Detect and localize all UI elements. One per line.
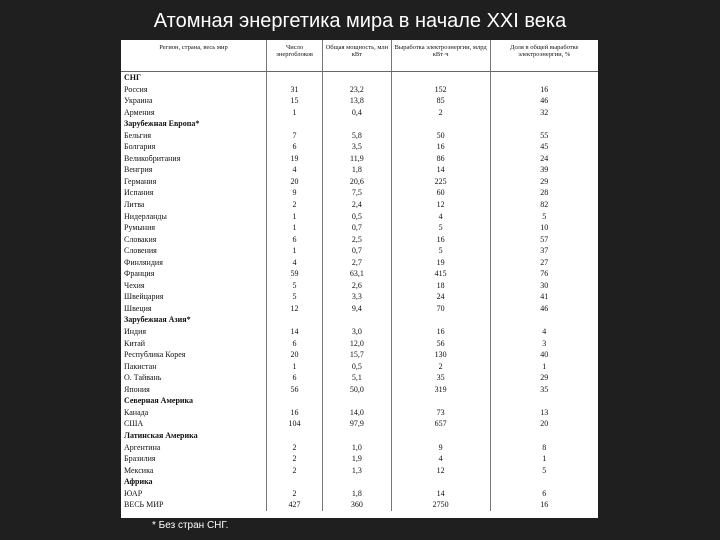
capacity-cell: 0,4 (323, 107, 392, 119)
table-row (121, 361, 598, 373)
table-row (121, 199, 598, 211)
capacity-cell: 2,6 (323, 280, 392, 292)
units-cell (267, 430, 323, 442)
capacity-cell: 3,5 (323, 141, 392, 153)
country-name: Швейцария (124, 292, 164, 302)
generation-cell: 14 (391, 488, 490, 500)
units-cell: 20 (267, 349, 323, 361)
share-cell: 1 (490, 453, 598, 465)
units-cell: 9 (267, 187, 323, 199)
generation-cell: 70 (391, 303, 490, 315)
capacity-cell (323, 395, 392, 407)
table-row (121, 234, 598, 246)
country-name: Финляндия (124, 257, 163, 267)
capacity-cell: 1,0 (323, 442, 392, 454)
table-row (121, 130, 598, 142)
share-cell (490, 476, 598, 488)
header-region: Регион, страна, весь мир (121, 40, 267, 72)
generation-cell: 152 (391, 84, 490, 96)
table-row (121, 384, 598, 396)
capacity-cell: 50,0 (323, 384, 392, 396)
country-name: ВЕСЬ МИР (124, 500, 164, 510)
generation-cell: 50 (391, 130, 490, 142)
country-name: Россия (124, 84, 148, 94)
generation-cell: 130 (391, 349, 490, 361)
units-cell: 104 (267, 418, 323, 430)
table-section-row (121, 72, 598, 84)
country-name: Венгрия (124, 165, 153, 175)
share-cell (490, 118, 598, 130)
capacity-cell (323, 118, 392, 130)
slide-title: Атомная энергетика мира в начале XXI века (153, 10, 567, 32)
capacity-cell: 2,7 (323, 257, 392, 269)
capacity-cell: 0,5 (323, 211, 392, 223)
capacity-cell: 1,8 (323, 164, 392, 176)
capacity-cell: 14,0 (323, 407, 392, 419)
table-header-row (121, 40, 598, 72)
capacity-cell: 3,3 (323, 291, 392, 303)
share-cell: 30 (490, 280, 598, 292)
share-cell: 1 (490, 361, 598, 373)
table-row (121, 222, 598, 234)
generation-cell: 19 (391, 257, 490, 269)
table-body (121, 72, 598, 511)
country-name: Великобритания (124, 153, 181, 163)
section-label: Зарубежная Европа* (124, 119, 200, 129)
table-row (121, 280, 598, 292)
units-cell: 31 (267, 84, 323, 96)
units-cell: 16 (267, 407, 323, 419)
share-cell (490, 72, 598, 84)
share-cell: 10 (490, 222, 598, 234)
share-cell: 37 (490, 245, 598, 257)
country-name: Аргентина (124, 442, 161, 452)
table-section-row (121, 395, 598, 407)
nuclear-energy-table (121, 40, 598, 511)
country-name: Китай (124, 338, 146, 348)
units-cell: 59 (267, 268, 323, 280)
section-label: СНГ (124, 73, 142, 82)
scanned-table (121, 40, 598, 518)
table-row (121, 187, 598, 199)
share-cell: 5 (490, 211, 598, 223)
units-cell: 2 (267, 442, 323, 454)
country-name: Армения (124, 107, 155, 117)
country-name: Республика Корея (124, 350, 186, 360)
generation-cell: 24 (391, 291, 490, 303)
capacity-cell: 1,3 (323, 465, 392, 477)
units-cell: 4 (267, 257, 323, 269)
capacity-cell: 0,7 (323, 222, 392, 234)
generation-cell: 56 (391, 338, 490, 350)
country-name: Испания (124, 188, 154, 198)
capacity-cell: 63,1 (323, 268, 392, 280)
units-cell: 6 (267, 141, 323, 153)
country-name: Нидерланды (124, 211, 167, 221)
units-cell: 7 (267, 130, 323, 142)
table-row (121, 291, 598, 303)
table-row (121, 245, 598, 257)
country-name: Пакистан (124, 361, 157, 371)
generation-cell: 657 (391, 418, 490, 430)
country-name: ЮАР (124, 488, 143, 498)
table-row (121, 407, 598, 419)
units-cell: 427 (267, 499, 323, 511)
units-cell: 5 (267, 280, 323, 292)
header-capacity: Общая мощность, млн кВт (323, 40, 392, 72)
units-cell (267, 395, 323, 407)
table-row (121, 176, 598, 188)
units-cell (267, 476, 323, 488)
header-generation: Выработка электроэнергии, млрд кВт·ч (391, 40, 490, 72)
share-cell: 29 (490, 176, 598, 188)
share-cell (490, 430, 598, 442)
generation-cell (391, 314, 490, 326)
country-name: Мексика (124, 465, 154, 475)
share-cell: 46 (490, 303, 598, 315)
units-cell: 1 (267, 211, 323, 223)
table-row (121, 211, 598, 223)
capacity-cell: 5,1 (323, 372, 392, 384)
capacity-cell: 2,4 (323, 199, 392, 211)
country-name: О. Тайвань (124, 373, 162, 383)
generation-cell: 73 (391, 407, 490, 419)
units-cell (267, 72, 323, 84)
units-cell: 2 (267, 488, 323, 500)
units-cell: 2 (267, 199, 323, 211)
header-units: Число энергоблоков (267, 40, 323, 72)
share-cell (490, 395, 598, 407)
generation-cell: 16 (391, 326, 490, 338)
share-cell: 32 (490, 107, 598, 119)
country-name: США (124, 419, 144, 429)
country-name: Швеция (124, 303, 152, 313)
capacity-cell: 0,5 (323, 361, 392, 373)
country-name: Германия (124, 176, 157, 186)
section-label: Зарубежная Азия* (124, 315, 191, 325)
generation-cell: 5 (391, 222, 490, 234)
capacity-cell: 360 (323, 499, 392, 511)
share-cell: 6 (490, 488, 598, 500)
units-cell: 6 (267, 338, 323, 350)
capacity-cell: 7,5 (323, 187, 392, 199)
table-row (121, 338, 598, 350)
capacity-cell: 97,9 (323, 418, 392, 430)
share-cell: 41 (490, 291, 598, 303)
table-row (121, 141, 598, 153)
table-row (121, 442, 598, 454)
table-row (121, 257, 598, 269)
share-cell: 24 (490, 153, 598, 165)
country-name: Литва (124, 200, 145, 210)
generation-cell: 16 (391, 141, 490, 153)
table-row (121, 349, 598, 361)
units-cell: 14 (267, 326, 323, 338)
generation-cell: 2 (391, 107, 490, 119)
generation-cell (391, 72, 490, 84)
generation-cell (391, 430, 490, 442)
share-cell: 76 (490, 268, 598, 280)
units-cell: 2 (267, 453, 323, 465)
table-section-row (121, 118, 598, 130)
capacity-cell: 11,9 (323, 153, 392, 165)
footnote: * Без стран СНГ. (152, 520, 229, 531)
units-cell: 6 (267, 234, 323, 246)
table-row (121, 453, 598, 465)
country-name: Бразилия (124, 454, 156, 464)
share-cell: 16 (490, 499, 598, 511)
generation-cell: 85 (391, 95, 490, 107)
country-name: Япония (124, 384, 150, 394)
capacity-cell (323, 430, 392, 442)
country-name: Украина (124, 96, 153, 106)
table-row (121, 95, 598, 107)
share-cell: 4 (490, 326, 598, 338)
share-cell: 28 (490, 187, 598, 199)
table-row (121, 418, 598, 430)
generation-cell (391, 118, 490, 130)
header-share: Доля в общей выработке электроэнергии, % (490, 40, 598, 72)
table-row (121, 84, 598, 96)
generation-cell: 12 (391, 465, 490, 477)
share-cell: 8 (490, 442, 598, 454)
capacity-cell (323, 72, 392, 84)
generation-cell: 60 (391, 187, 490, 199)
share-cell: 20 (490, 418, 598, 430)
capacity-cell: 1,8 (323, 488, 392, 500)
table-row (121, 164, 598, 176)
units-cell: 15 (267, 95, 323, 107)
table-row (121, 268, 598, 280)
units-cell: 19 (267, 153, 323, 165)
capacity-cell: 2,5 (323, 234, 392, 246)
section-label: Латинская Америка (124, 430, 198, 440)
capacity-cell: 23,2 (323, 84, 392, 96)
country-name: Чехия (124, 280, 145, 290)
generation-cell: 16 (391, 234, 490, 246)
table-row (121, 303, 598, 315)
share-cell: 27 (490, 257, 598, 269)
capacity-cell: 12,0 (323, 338, 392, 350)
units-cell: 5 (267, 291, 323, 303)
table-row (121, 326, 598, 338)
share-cell: 45 (490, 141, 598, 153)
share-cell: 55 (490, 130, 598, 142)
generation-cell: 35 (391, 372, 490, 384)
share-cell: 35 (490, 384, 598, 396)
table-row (121, 153, 598, 165)
units-cell (267, 314, 323, 326)
share-cell (490, 314, 598, 326)
generation-cell: 86 (391, 153, 490, 165)
country-name: Румыния (124, 223, 156, 233)
country-name: Болгария (124, 142, 156, 152)
generation-cell (391, 395, 490, 407)
generation-cell: 225 (391, 176, 490, 188)
generation-cell: 4 (391, 211, 490, 223)
country-name: Словения (124, 246, 157, 256)
units-cell: 4 (267, 164, 323, 176)
share-cell: 46 (490, 95, 598, 107)
units-cell: 1 (267, 107, 323, 119)
share-cell: 3 (490, 338, 598, 350)
share-cell: 5 (490, 465, 598, 477)
generation-cell: 9 (391, 442, 490, 454)
country-name: Бельгия (124, 130, 152, 140)
generation-cell: 2750 (391, 499, 490, 511)
capacity-cell: 9,4 (323, 303, 392, 315)
capacity-cell: 13,8 (323, 95, 392, 107)
table-row (121, 499, 598, 511)
units-cell: 1 (267, 361, 323, 373)
share-cell: 16 (490, 84, 598, 96)
generation-cell: 5 (391, 245, 490, 257)
share-cell: 40 (490, 349, 598, 361)
section-label: Африка (124, 477, 153, 487)
table-row (121, 372, 598, 384)
table-section-row (121, 430, 598, 442)
units-cell: 56 (267, 384, 323, 396)
capacity-cell: 20,6 (323, 176, 392, 188)
units-cell (267, 118, 323, 130)
generation-cell: 18 (391, 280, 490, 292)
country-name: Франция (124, 269, 155, 279)
generation-cell: 14 (391, 164, 490, 176)
units-cell: 12 (267, 303, 323, 315)
share-cell: 39 (490, 164, 598, 176)
country-name: Индия (124, 327, 147, 337)
table-section-row (121, 476, 598, 488)
share-cell: 13 (490, 407, 598, 419)
capacity-cell: 3,0 (323, 326, 392, 338)
section-label: Северная Америка (124, 396, 194, 406)
share-cell: 29 (490, 372, 598, 384)
share-cell: 82 (490, 199, 598, 211)
generation-cell: 319 (391, 384, 490, 396)
table-row (121, 465, 598, 477)
generation-cell: 4 (391, 453, 490, 465)
generation-cell (391, 476, 490, 488)
generation-cell: 2 (391, 361, 490, 373)
table-row (121, 488, 598, 500)
capacity-cell: 1,9 (323, 453, 392, 465)
share-cell: 57 (490, 234, 598, 246)
country-name: Канада (124, 407, 149, 417)
generation-cell: 12 (391, 199, 490, 211)
units-cell: 20 (267, 176, 323, 188)
table-section-row (121, 314, 598, 326)
capacity-cell: 15,7 (323, 349, 392, 361)
country-name: Словакия (124, 234, 157, 244)
table-row (121, 107, 598, 119)
units-cell: 6 (267, 372, 323, 384)
units-cell: 1 (267, 245, 323, 257)
capacity-cell: 5,8 (323, 130, 392, 142)
capacity-cell: 0,7 (323, 245, 392, 257)
capacity-cell (323, 476, 392, 488)
units-cell: 2 (267, 465, 323, 477)
units-cell: 1 (267, 222, 323, 234)
capacity-cell (323, 314, 392, 326)
generation-cell: 415 (391, 268, 490, 280)
